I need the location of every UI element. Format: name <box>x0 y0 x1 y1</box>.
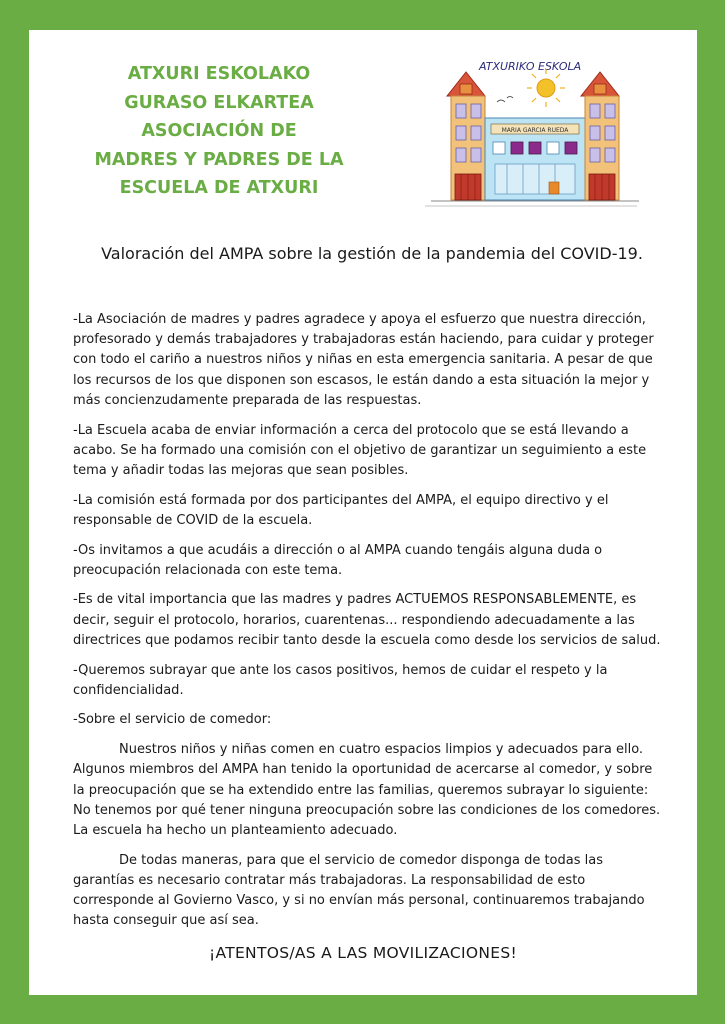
org-title-line: GURASO ELKARTEA <box>124 92 314 113</box>
left-tower <box>447 72 485 200</box>
body-paragraph: -La Asociación de madres y padres agradece y apoya el esfuerzo que nuestra dirección, profesorado y demás trabajadores y trabajadoras están haciendo, para cuidar y proteger con todo el cariño a nuestros niños y niñas en esta emergencia sanitaria. A pesar de que los recursos de los que disponen son escasos, le están dando a esta situación la mejor y más concienzudamente preparada de las respuestas. <box>73 312 654 408</box>
body-paragraph: -Sobre el servicio de comedor: <box>73 712 272 728</box>
org-title-line: ATXURI ESKOLAKO <box>127 64 311 84</box>
central-building <box>485 118 585 200</box>
org-title-line: ESCUELA DE ATXURI <box>119 178 319 198</box>
body-paragraph: -Queremos subrayar que ante los casos positivos, hemos de cuidar el respeto y la confidencialidad. <box>73 662 608 698</box>
organization-title <box>69 60 369 203</box>
right-tower <box>581 72 619 200</box>
body-paragraph: De todas maneras, para que el servicio de comedor disponga de todas las garantías es necesario contratar más trabajadoras. La responsabilidad de esto corresponde al Govierno Vasco, y si no envían más personal, continuaremos trabajando hasta conseguir que así sea. <box>73 852 645 929</box>
org-title-line: ASOCIACIÓN DE <box>141 121 297 141</box>
school-drawing-illustration <box>411 50 643 210</box>
closing-call-to-action: ¡ATENTOS/AS A LAS MOVILIZACIONES! <box>208 944 518 962</box>
drawing-banner: MARIA GARCIA RUEDA <box>501 127 569 134</box>
body-paragraph: -La comisión está formada por dos participantes del AMPA, el equipo directivo y el responsable de COVID de la escuela. <box>73 492 609 528</box>
sun-icon <box>527 69 565 107</box>
body-paragraph: -La Escuela acaba de enviar información a cerca del protocolo que se está llevando a acabo. Se ha formado una comisión con el objetivo de garantizar un seguimiento a este tema y añadir todas las mejoras que sean posibles. <box>73 422 647 478</box>
body-paragraph: Nuestros niños y niñas comen en cuatro espacios limpios y adecuados para ello. Algunos miembros del AMPA han tenido la oportunidad de acercarse al comedor, y sobre la preocupación que se ha extendido entre las familias, queremos subrayar lo siguiente: No tenemos por qué tener ninguna preocupación sobre las condiciones de los comedores. La escuela ha hecho un planteamiento adecuado. <box>73 742 661 838</box>
org-title-line: MADRES Y PADRES DE LA <box>94 149 344 170</box>
document-heading: Valoración del AMPA sobre la gestión de la pandemia del COVID-19. <box>101 244 643 263</box>
body-paragraph: -Es de vital importancia que las madres y padres ACTUEMOS RESPONSABLEMENTE, es decir, seguir el protocolo, horarios, cuarentenas... respondiendo adecuadamente a las directrices que podamos recibir tanto desde la escuela como desde los servicios de salud. <box>73 592 661 648</box>
document-page <box>29 30 697 995</box>
document-body <box>73 310 663 941</box>
body-paragraph: -Os invitamos a que acudáis a dirección o al AMPA cuando tengáis alguna duda o preocupación relacionada con este tema. <box>73 542 603 578</box>
drawing-caption: ATXURIKO ESKOLA <box>479 60 582 73</box>
